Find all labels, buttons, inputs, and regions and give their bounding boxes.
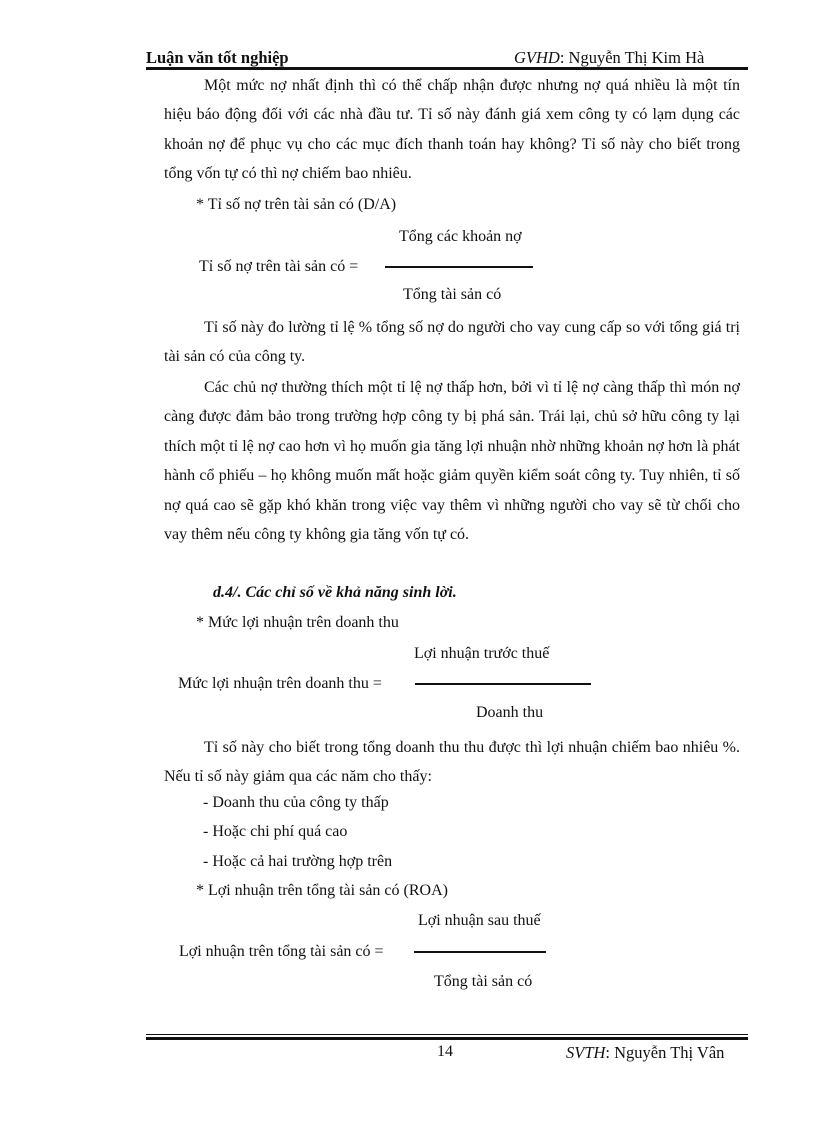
margin-fraction-bar <box>415 683 591 685</box>
bullet-item: - Hoặc chi phí quá cao <box>203 823 348 840</box>
roa-formula-label: Lợi nhuận trên tổng tài sản có = <box>179 943 384 960</box>
roa-denominator: Tổng tài sản có <box>434 973 533 990</box>
section-heading-profitability: d.4/. Các chỉ số về khả năng sinh lời. <box>213 584 457 601</box>
da-numerator: Tổng các khoản nợ <box>399 228 522 245</box>
footer-rule-bottom <box>146 1037 748 1040</box>
advisor-name: : Nguyễn Thị Kim Hà <box>559 48 705 67</box>
roa-numerator: Lợi nhuận sau thuế <box>418 912 541 929</box>
da-formula-label: Tỉ số nợ trên tài sản có = <box>199 258 359 275</box>
header-advisor <box>514 48 704 68</box>
paragraph-creditors: Các chủ nợ thường thích một tỉ lệ nợ thấp hơn, bởi vì tỉ lệ nợ càng thấp thì món nợ càng được đảm bảo trong trường hợp công ty bị phá sản. Trái lại, chủ sở hữu công ty lại thích một tỉ lệ nợ cao hơn vì họ muốn gia tăng lợi nhuận nhờ những khoản nợ hơn là phát hành cổ phiếu – họ không muốn mất hoặc giảm quyền kiểm soát công ty. Tuy nhiên, tỉ số nợ quá cao sẽ gặp khó khăn trong việc vay thêm vì những người cho vay sẽ từ chối cho vay thêm nếu công ty không gia tăng vốn tự có. <box>164 379 740 544</box>
da-ratio-heading: * Tỉ số nợ trên tài sản có (D/A) <box>196 196 397 213</box>
footer-rule-top <box>146 1034 748 1035</box>
advisor-label: GVHD <box>514 48 560 67</box>
header-rule <box>146 67 748 70</box>
margin-numerator: Lợi nhuận trước thuế <box>414 645 550 662</box>
paragraph-da-meaning: Tỉ số này đo lường tỉ lệ % tổng số nợ do người cho vay cung cấp so với tổng giá trị tài sản có của công ty. <box>164 319 740 366</box>
footer-student <box>566 1043 724 1063</box>
bullet-item: - Doanh thu của công ty thấp <box>203 794 389 811</box>
roa-fraction-bar <box>414 951 546 953</box>
margin-heading: * Mức lợi nhuận trên doanh thu <box>196 614 399 631</box>
page-number: 14 <box>437 1043 453 1060</box>
student-label: SVTH <box>566 1043 606 1062</box>
roa-heading: * Lợi nhuận trên tổng tài sản có (ROA) <box>196 882 448 899</box>
margin-formula-label: Mức lợi nhuận trên doanh thu = <box>178 675 382 692</box>
da-denominator: Tổng tài sản có <box>403 286 502 303</box>
da-fraction-bar <box>385 266 533 268</box>
student-name: : Nguyễn Thị Vân <box>605 1043 725 1062</box>
bullet-item: - Hoặc cả hai trường hợp trên <box>203 853 393 870</box>
paragraph-margin-meaning: Tỉ số này cho biết trong tổng doanh thu thu được thì lợi nhuận chiếm bao nhiêu %. Nếu tỉ số này giảm qua các năm cho thấy: <box>164 739 740 786</box>
header-title: Luận văn tốt nghiệp <box>146 48 289 67</box>
margin-denominator: Doanh thu <box>476 704 544 721</box>
paragraph-debt-intro: Một mức nợ nhất định thì có thể chấp nhận được nhưng nợ quá nhiều là một tín hiệu báo động đối với các nhà đầu tư. Tỉ số này đánh giá xem công ty có lạm dụng các khoản nợ để phục vụ cho các mục đích thanh toán hay không? Tỉ số này cho biết trong tổng vốn tự có thì nợ chiếm bao nhiêu. <box>164 77 740 183</box>
